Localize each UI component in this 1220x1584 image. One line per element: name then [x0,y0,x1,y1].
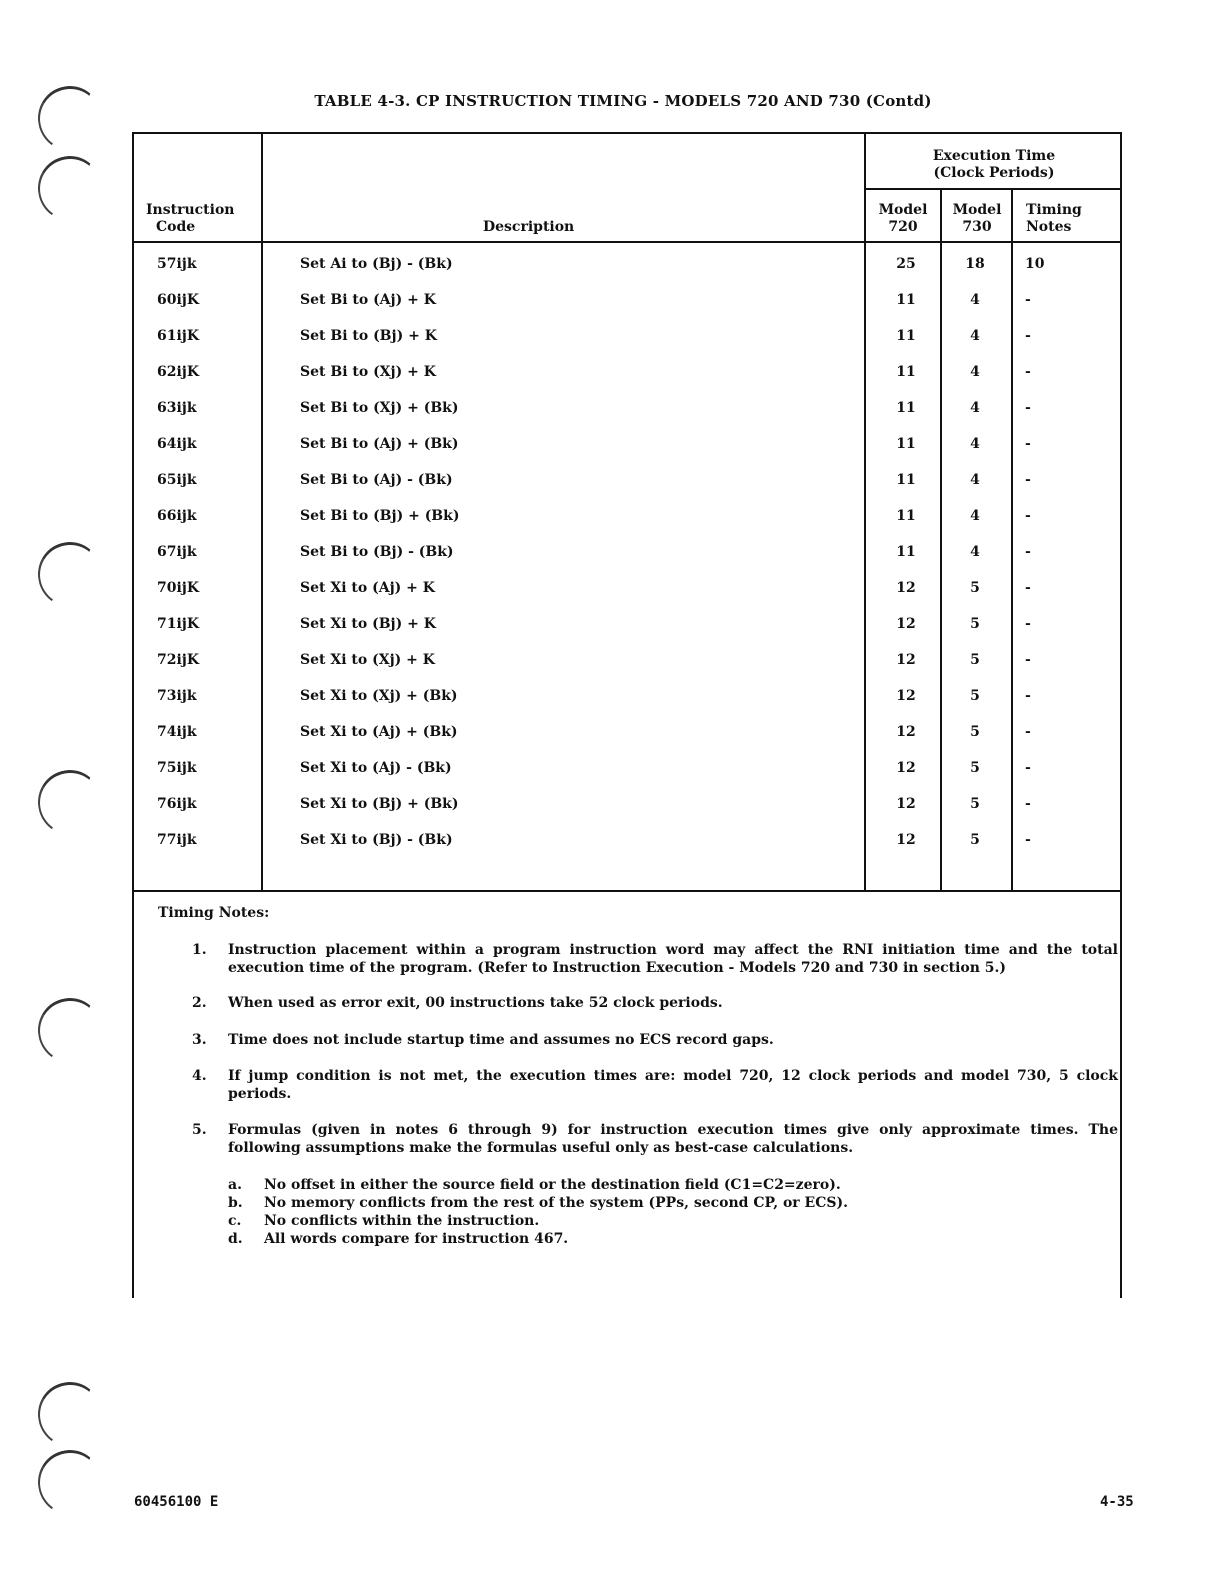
model-720-cell: 12 [896,832,916,848]
header-timing-notes: Timing Notes [1026,202,1082,235]
description-cell: Set Xi to (Xj) + K [300,652,435,668]
page-title: TABLE 4-3. CP INSTRUCTION TIMING - MODELS 720 AND 730 (Contd) [314,92,932,110]
model-720-cell: 12 [896,580,916,596]
punch-hole-icon [33,993,107,1068]
model-730-cell: 4 [970,544,980,560]
description-cell: Set Xi to (Bj) + K [300,616,436,632]
description-cell: Set Bi to (Xj) + (Bk) [300,400,459,416]
punch-hole-icon [33,537,107,612]
instruction-code-cell: 57ijk [157,256,197,272]
model-730-cell: 18 [965,256,985,272]
model-720-cell: 11 [896,364,916,380]
model-720-cell: 25 [896,256,916,272]
header-instruction-code: Instruction Code [146,202,235,235]
timing-notes-cell: - [1025,688,1031,704]
timing-notes-cell: 10 [1025,256,1045,272]
instruction-code-cell: 63ijk [157,400,197,416]
timing-subnote-item: c. No conflicts within the instruction. [228,1213,540,1229]
timing-notes-cell: - [1025,724,1031,740]
header-model-730: Model 730 [952,202,1002,235]
instruction-code-cell: 62ijK [157,364,200,380]
timing-notes-cell: - [1025,436,1031,452]
instruction-code-cell: 71ijK [157,616,200,632]
description-cell: Set Bi to (Aj) + (Bk) [300,436,459,452]
timing-notes-cell: - [1025,760,1031,776]
description-cell: Set Xi to (Aj) + (Bk) [300,724,458,740]
document-number: 60456100 E [134,1494,219,1510]
description-cell: Set Xi to (Xj) + (Bk) [300,688,458,704]
instruction-code-cell: 64ijk [157,436,197,452]
model-720-cell: 11 [896,544,916,560]
instruction-code-cell: 77ijk [157,832,197,848]
timing-notes-cell: - [1025,472,1031,488]
description-cell: Set Bi to (Aj) + K [300,292,436,308]
model-730-cell: 5 [970,688,980,704]
table-body-bottom-rule [132,890,1122,892]
timing-subnote-item: b. No memory conflicts from the rest of the system (PPs, second CP, or ECS). [228,1195,848,1211]
timing-subnote-item: d. All words compare for instruction 467. [228,1231,569,1247]
model-720-cell: 11 [896,436,916,452]
model-720-cell: 12 [896,760,916,776]
punch-hole-icon [33,151,107,226]
description-cell: Set Bi to (Bj) - (Bk) [300,544,454,560]
instruction-code-cell: 70ijK [157,580,200,596]
timing-notes-cell: - [1025,328,1031,344]
header-execution-time: Execution Time (Clock Periods) [932,148,1056,181]
timing-notes-cell: - [1025,508,1031,524]
model-730-cell: 4 [970,472,980,488]
column-divider [1011,188,1013,892]
instruction-code-cell: 65ijk [157,472,197,488]
model-730-cell: 5 [970,796,980,812]
description-cell: Set Bi to (Xj) + K [300,364,436,380]
timing-subnote-item: a. No offset in either the source field or the destination field (C1=C2=zero). [228,1177,841,1193]
model-720-cell: 12 [896,724,916,740]
model-720-cell: 12 [896,616,916,632]
header-description: Description [483,219,575,235]
instruction-code-cell: 66ijk [157,508,197,524]
description-cell: Set Xi to (Bj) - (Bk) [300,832,453,848]
timing-note-item: 1. Instruction placement within a program instruction word may affect the RNI initiation time and the total execution time of the program. (Refer to Instruction Execution - Models 720 and 730 in section 5.) [192,942,1118,976]
model-720-cell: 11 [896,400,916,416]
header-bottom-rule [132,241,1122,243]
timing-notes-cell: - [1025,292,1031,308]
model-730-cell: 4 [970,436,980,452]
instruction-code-cell: 61ijK [157,328,200,344]
model-730-cell: 4 [970,364,980,380]
header-divider [864,188,1122,190]
column-divider [261,132,263,892]
punch-hole-icon [33,1445,107,1520]
instruction-code-cell: 75ijk [157,760,197,776]
description-cell: Set Ai to (Bj) - (Bk) [300,256,453,272]
page-number: 4-35 [1100,1494,1134,1510]
timing-notes-cell: - [1025,652,1031,668]
model-730-cell: 4 [970,400,980,416]
model-730-cell: 5 [970,760,980,776]
description-cell: Set Xi to (Aj) - (Bk) [300,760,452,776]
model-730-cell: 5 [970,580,980,596]
timing-notes-heading: Timing Notes: [158,905,270,921]
timing-note-item: 3. Time does not include startup time and assumes no ECS record gaps. [192,1032,774,1048]
instruction-code-cell: 60ijK [157,292,200,308]
instruction-code-cell: 76ijk [157,796,197,812]
instruction-code-cell: 67ijk [157,544,197,560]
model-720-cell: 12 [896,688,916,704]
punch-hole-icon [33,765,107,840]
instruction-code-cell: 74ijk [157,724,197,740]
model-730-cell: 5 [970,616,980,632]
timing-notes-cell: - [1025,616,1031,632]
model-720-cell: 11 [896,328,916,344]
model-730-cell: 4 [970,508,980,524]
header-model-720: Model 720 [878,202,928,235]
timing-notes-cell: - [1025,832,1031,848]
model-720-cell: 11 [896,292,916,308]
model-730-cell: 4 [970,328,980,344]
model-720-cell: 11 [896,472,916,488]
timing-note-item: 5. Formulas (given in notes 6 through 9) for instruction execution times give only approximate times. The following assumptions make the formulas useful only as best-case calculations. [192,1122,1118,1156]
description-cell: Set Bi to (Aj) - (Bk) [300,472,453,488]
timing-notes-cell: - [1025,364,1031,380]
timing-note-item: 4. If jump condition is not met, the execution times are: model 720, 12 clock periods and model 730, 5 clock periods. [192,1068,1118,1102]
model-730-cell: 5 [970,832,980,848]
description-cell: Set Bi to (Bj) + (Bk) [300,508,460,524]
timing-notes-cell: - [1025,400,1031,416]
timing-notes-cell: - [1025,544,1031,560]
model-730-cell: 4 [970,292,980,308]
model-720-cell: 11 [896,508,916,524]
punch-hole-icon [33,1377,107,1452]
timing-notes-cell: - [1025,796,1031,812]
instruction-code-cell: 73ijk [157,688,197,704]
timing-notes-cell: - [1025,580,1031,596]
model-720-cell: 12 [896,796,916,812]
model-730-cell: 5 [970,652,980,668]
timing-note-item: 2. When used as error exit, 00 instructions take 52 clock periods. [192,995,723,1011]
description-cell: Set Bi to (Bj) + K [300,328,437,344]
description-cell: Set Xi to (Aj) + K [300,580,435,596]
model-730-cell: 5 [970,724,980,740]
model-720-cell: 12 [896,652,916,668]
description-cell: Set Xi to (Bj) + (Bk) [300,796,459,812]
instruction-code-cell: 72ijK [157,652,200,668]
